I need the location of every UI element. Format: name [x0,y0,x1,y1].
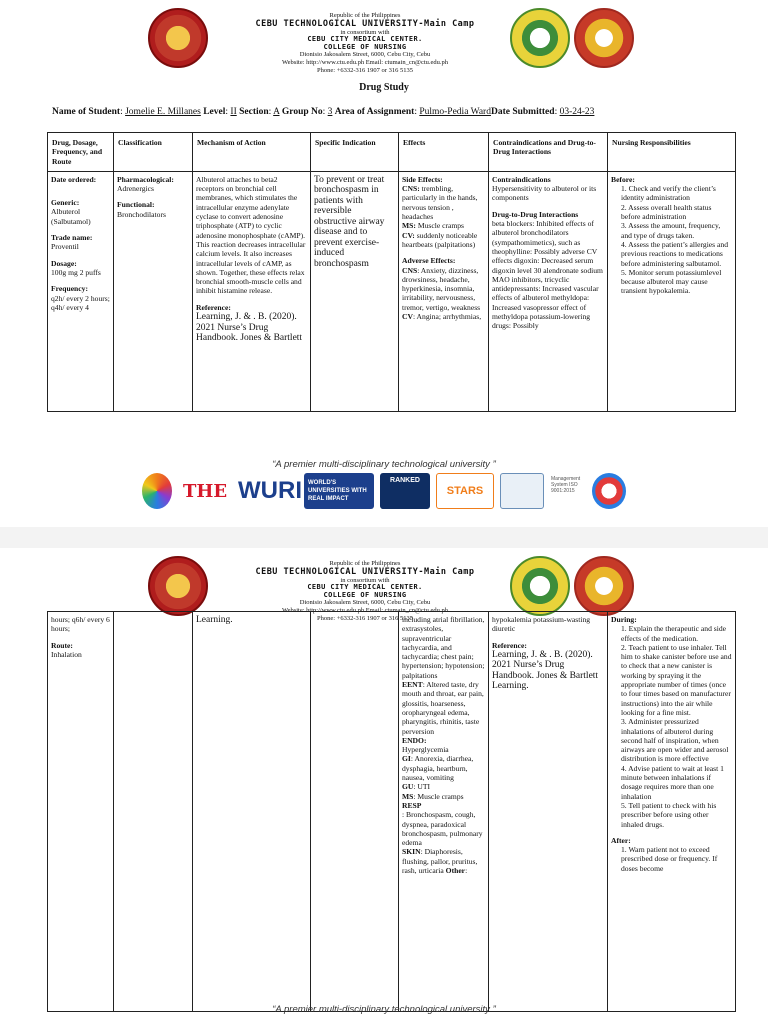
header-college: COLLEGE OF NURSING [323,42,407,51]
nursing-item: 5. Monitor serum potassiumlevel because albuterol may cause transient hypokalemia. [621,267,722,296]
header-university: CEBU TECHNOLOGICAL UNIVERSITY-Main Camp [255,18,475,29]
col-header-drug: Drug, Dosage, Frequency, and Route [48,133,114,172]
header-medical-center: CEBU CITY MEDICAL CENTER. [307,583,423,592]
nursing-item: 4. Assess the patient’s allergies and previous reactions to medications before administering salbutamol. [621,239,728,268]
col-header-indication: Specific Indication [311,133,399,172]
letterhead [0,0,768,74]
col-header-mechanism: Mechanism of Action [193,133,311,172]
indication-cell: To prevent or treat bronchospasm in patients with reversible obstructive airway disease and to prevent exercise-induced bronchospasm [311,171,399,411]
pharmacological-class: Adrenergics [117,184,154,194]
medical-center-seal-logo [574,556,634,616]
ranked-logo: RANKED [380,473,430,509]
ms-label: MS: [402,221,416,231]
header-college: COLLEGE OF NURSING [323,590,407,599]
during-label: During: [611,615,637,624]
classification-cell [114,171,193,411]
gi-label: GI [402,754,411,764]
route-label: Route: [51,640,73,650]
mechanism-text: Albuterol attaches to beta2 receptors on bronchial cell membranes, which stimulates the intracellular enzyme adenylate cyclase to convert adenosine triphosphate (ATP) to cyclic adenosine monophosphate (cAMP). This reaction decreases intracellular calcium levels. It also increases intracellular levels of cAMP, as shown. Together, these effects relax bronchial smooth-muscle cells and inhibit histamine release. [196,174,306,296]
col-header-contraindications: Contraindications and Drug-to-Drug Interactions [489,133,608,172]
name-label: Name of Student [52,107,121,117]
header-line-3: in consortium with [340,576,390,584]
effects-cell-cont [399,612,489,1012]
section-label: Section [239,107,269,117]
adverse-cv-effects: : Angina; arrhythmias, [412,312,482,322]
student-group: 3 [327,107,333,117]
student-level: II [230,107,237,117]
letterhead-text [220,12,510,74]
nursing-item: 3. Assess the amount, frequency, and type of drugs taken. [621,221,721,240]
trade-name: Proventil [51,242,79,252]
cns-side-effects: trembling, particularly in the hands, nervous tension , headaches [402,184,478,222]
student-info-line: Name of Student: Jomelie E. Millanes Level: II Section: A Group No: 3 Area of Assignment: Pulmo-Pedia WardDate Submitted: 03-24-23 [52,107,595,117]
document-title: Drug Study [359,82,409,93]
student-section: A [273,107,280,117]
dosage-value: 100g mg 2 puffs [51,267,101,277]
header-address: Dionisio Jakosalem Street, 6000, Cebu City, Cebu [299,51,431,59]
ctu-seal-logo [148,556,208,616]
nursing-item: 3. Administer pressurized inhalations of albuterol during second half of inspiration, when airways are open wider and aerosol distribution is more effective [621,717,729,764]
dosage-label: Dosage: [51,258,77,268]
cv-effects-continued: including atrial fibrillation, extrasystoles, supraventricular tachycardia, and tachycardia; chest pain; hypertension; hypotension; palpitations [402,615,485,680]
adverse-cns-label: CNS [402,265,418,275]
generic-label: Generic: [51,198,80,208]
sdg-logo [142,473,172,509]
resp-effects: : Bronchospasm, cough, dyspnea, paradoxical bronchospasm, pulmonary edema [402,810,483,848]
route-value: Inhalation [51,649,82,659]
level-label: Level [203,107,226,117]
drug-interactions-label: Drug-to-Drug Interactions [492,209,579,219]
col-header-effects: Effects [399,133,489,172]
student-name: Jomelie E. Millanes [125,107,201,117]
header-website: Website: http://www.ctu.edu.ph Email: ctumain_cn@ctu.edu.ph [281,606,449,614]
contraindications-label: Contraindications [492,174,551,184]
table-row [48,612,736,1012]
nursing-item: 5. Tell patient to check with his prescriber before using other inhaled drugs. [621,800,717,829]
reference-line-2: 2021 Nurse’s Drug Handbook. Jones & Bartlett [196,322,303,344]
wuri-logo: WURI [240,473,300,509]
reference-line-1: Learning, J. & . B. (2020). [492,649,593,660]
skin-effects: : Diaphoresis, flushing, pallor, pruritus, rash, urticaria [402,847,478,876]
gi-effects: : Anorexia, diarrhea, dysphagia, heartburn, nausea, vomiting [402,754,474,783]
header-address: Dionisio Jakosalem Street, 6000, Cebu City, Cebu [299,599,431,607]
ctu-seal-logo [148,8,208,68]
accreditation-logos [140,473,628,513]
generic-name: Albuterol (Salbutamol) [51,207,91,226]
header-website: Website: http://www.ctu.edu.ph Email: ctumain_cn@ctu.edu.ph [281,58,449,66]
pharmacological-label: Pharmacological: [117,174,174,184]
drug-interactions-continued: hypokalemia potassium-wasting diuretic [492,615,591,634]
skin-label: SKIN [402,847,421,857]
wuri-caption-logo: WORLD'S UNIVERSITIES WITH REAL IMPACT [304,473,374,509]
resp-label: RESP [402,800,422,810]
gu-effects: : UTI [413,782,431,792]
cv-label: CV: [402,230,415,240]
date-ordered-label: Date ordered: [51,174,97,184]
drug-study-table-page-2 [47,611,736,1012]
col-header-nursing: Nursing Responsibilities [608,133,736,172]
other-label: Other [445,866,466,876]
drug-study-table-page-1 [47,132,736,412]
header-university: CEBU TECHNOLOGICAL UNIVERSITY-Main Camp [255,566,475,577]
contraindications-cell [489,171,608,411]
header-line-3: in consortium with [340,28,390,36]
nursing-item: 1. Check and verify the client’s identity administration [621,184,716,203]
nursing-item: 1. Explain the therapeutic and side effects of the medication. [621,624,727,643]
adverse-cns-effects: : Anxiety, dizziness, drowsiness, headache, hyperkinesia, insomnia, irritability, nervousness, tremor, vertigo, weakness [402,265,481,312]
reference-line-2: 2021 Nurse’s Drug Handbook. Jones & Bartlett Learning. [492,660,599,692]
ms-effects: : Muscle cramps [413,791,464,801]
contraindications-cell-cont [489,612,608,1012]
side-effects-label: Side Effects: [402,174,443,184]
functional-label: Functional: [117,200,155,210]
cns-label: CNS: [402,184,420,194]
other-effects: : [465,866,468,876]
drug-interactions-text: beta blockers: Inhibited effects of albuterol bronchodilators (sympathomimetics), such as theophylline: Possibly adverse CV effects digoxin: Decreased serum digoxin level 30 alendronate sodium MAO inhibitors, tricyclic antidepressants: Increased vascular effects of albuterol methyldopa: Increased vasopressor effect of methyldopa potassium-lowering drugs: Possibly [492,219,603,331]
table-header-row [48,133,736,172]
mechanism-cell-cont: Learning. [193,612,311,1012]
effects-cell [399,171,489,411]
contraindications-text: Hypersensitivity to albuterol or its components [492,184,597,203]
university-tagline: “A premier multi-disciplinary technological university ” [272,459,496,470]
nursing-item: 1. Warn patient not to exceed prescribed dose or frequency. If doses become [621,845,718,873]
drug-cell-cont [48,612,114,1012]
adverse-effects-label: Adverse Effects: [402,256,456,266]
nursing-cell-cont [608,612,736,1012]
nursing-item: 2. Assess overall health status before administration [621,202,712,222]
frequency-continued: hours; q6h/ every 6 hours; [51,615,110,634]
header-line-1: Republic of the Philippines [329,12,401,19]
before-label: Before: [611,174,635,184]
cv-side-effects: suddenly noticeable heartbeats (palpitations) [402,230,478,249]
iso-certification-logo: Management System ISO 9001:2015 [548,473,588,509]
after-label: After: [611,835,631,845]
college-seal-logo [510,556,570,616]
university-tagline-page-2: “A premier multi-disciplinary technological university ” [272,1004,496,1015]
mechanism-cell [193,171,311,411]
col-header-classification: Classification [114,133,193,172]
eent-label: EENT [402,680,423,690]
table-row [48,171,736,411]
area-label: Area of Assignment [334,107,415,117]
ms-label: MS [402,791,414,801]
classification-cell-cont [114,612,193,1012]
gu-label: GU [402,782,414,792]
eent-effects: : Altered taste, dry mouth and throat, ear pain, glossitis, hoarseness, oropharyngeal edema, pharyngitis, rhinitis, taste perversion [402,680,484,736]
trade-label: Trade name: [51,233,93,243]
the-impact-logo: THE [176,473,234,509]
header-phone: Phone: +6332-316 1907 or 316 5135 [317,66,413,74]
reference-label: Reference: [196,302,231,312]
drug-cell [48,171,114,411]
nursing-cell [608,171,736,411]
endo-label: ENDO: [402,735,427,745]
indication-cell-cont [311,612,399,1012]
group-label: Group No [281,107,323,117]
adverse-cv-label: CV [402,312,413,322]
header-line-1: Republic of the Philippines [329,560,401,567]
circular-badge-logo [592,473,626,509]
nursing-item: 2. Teach patient to use inhaler. Tell him to shake canister before use and to check that a new canister is working by spraying it the appropriate number of times (once to four times based on manufacturer instructions) into the air while looking for a fine mist. [621,642,732,717]
endo-effects: Hyperglycemia [402,745,449,755]
header-phone: Phone: +6332-316 1907 or 316 5135 [317,614,413,622]
college-seal-logo [510,8,570,68]
reference-label: Reference: [492,640,527,650]
nursing-item: 4. Advise patient to wait at least 1 minute between inhalations if dosage requires more than one inhalation [621,763,724,801]
functional-class: Bronchodilators [117,209,166,219]
qs-stars-logo: STARS [436,473,494,509]
frequency-label: Frequency: [51,284,88,294]
header-medical-center: CEBU CITY MEDICAL CENTER. [307,35,423,44]
ms-side-effects: Muscle cramps [417,221,465,231]
date-submitted: 03-24-23 [559,107,595,117]
date-label: Date Submitted [490,107,555,117]
reference-line-1: Learning, J. & . B. (2020). [196,312,297,323]
medical-center-seal-logo [574,8,634,68]
frequency-value: q2h/ every 2 hours; q4h/ every 4 [51,293,110,312]
tuv-certified-logo [500,473,544,509]
area-of-assignment: Pulmo-Pedia Ward [419,107,491,117]
